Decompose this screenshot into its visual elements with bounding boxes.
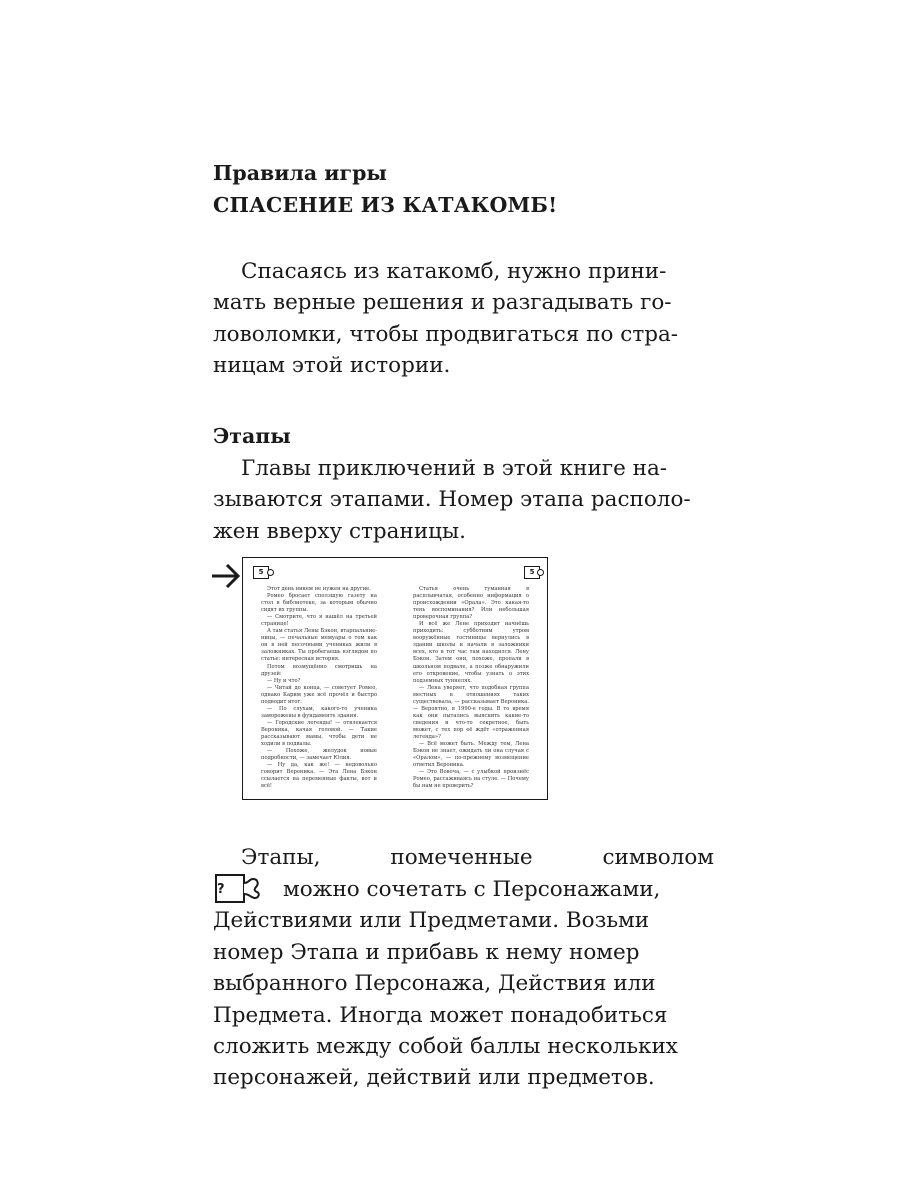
combine-word: символом xyxy=(602,845,714,870)
combine-first-line xyxy=(213,842,714,873)
mini-paragraph: Потом возмущённо смотришь на друзей: xyxy=(261,663,377,677)
combine-line: выбранного Персонажа, Действия или xyxy=(213,971,656,997)
right-page-column xyxy=(413,586,529,790)
mini-paragraph: Ромео бросает сползшую газету на стол в библиотеке, за которым обычно сидят их группы. xyxy=(261,593,377,614)
book-spread-illustration xyxy=(242,557,548,800)
mini-paragraph: И всё же Лене приходит начнёшь приходить: субботним утром вооружённые гостиницы вернулись в здании школы и начали в заложники всех, кто в тот час там находился. Лену Бэкон. Затем они, похоже, пропали в школьном подвале, а позже обнаружили его откровение, чтобы узнать о этих подземных туннелях. xyxy=(413,621,529,684)
arrow-right-icon xyxy=(211,561,241,591)
stage-number-badge-left: 5 xyxy=(253,566,269,579)
combine-word: Этапы, xyxy=(241,845,321,870)
combine-second-line xyxy=(213,873,714,905)
intro-paragraph xyxy=(213,256,714,382)
mini-paragraph: А там статья Лены Бэкон, втарпальние-ницы, — печальные мемуары о том как он в ней песочными учениках жили в заложниках. Ты пробегаешь взглядом по статье: интересная история. xyxy=(261,628,377,663)
stage-number-badge-right: 5 xyxy=(524,566,540,579)
intro-line: Спасаясь из катакомб, нужно прини- xyxy=(241,259,667,284)
mini-paragraph: — Ну да, как же! — недовольно говорит Вероника. — Эта Лена Бэкон ссылается на переменные факты, вот и всё! xyxy=(261,762,377,790)
puzzle-knob-icon xyxy=(267,569,274,576)
left-page-column xyxy=(261,586,377,790)
combine-line: Действиями или Предметами. Возьми xyxy=(213,908,650,934)
mini-paragraph: Статья очень туманная в расплывчатая, особенно информация о происхождении «Орала». Это какая-то тень воспоминания? Или небольшая проверочная группа? xyxy=(413,586,529,621)
combine-word: помеченные xyxy=(390,845,533,870)
spread-gutter xyxy=(395,558,396,799)
intro-line: ницам этой истории. xyxy=(213,353,451,379)
mini-paragraph: — Это Вовоча, — с улыбкой произнёс Ромео, рассаживаясь на стуле. — Почему бы нам не проверить? xyxy=(413,769,529,790)
stages-line: Главы приключений в этой книге на- xyxy=(241,456,668,481)
combine-line: Предмета. Иногда может понадобиться xyxy=(213,1002,668,1028)
stages-line: зываются этапами. Номер этапа располо- xyxy=(213,487,691,513)
mini-paragraph: — Городские легенды! — отвлекается Вероника, качая головой. — Такие рассказывают мамы, чтобы дети не ходили в подвалы. xyxy=(261,719,377,748)
mini-paragraph: — Лена уверяет, что подобная группа местных в отношениях таких существовала, — рассказывает Вероника. — Вероятно, в 1990-е годы. В то время как они пытались выяснить какие-то сведения и что-то секретное, быть может, с тех пор её ждёт «отраженная легенда»? xyxy=(413,684,529,740)
combine-paragraph xyxy=(213,842,714,1094)
question-mark-label: ? xyxy=(217,882,225,898)
puzzle-knob-icon xyxy=(537,569,544,576)
game-title: СПАСЕНИЕ ИЗ КАТАКОМБ! xyxy=(213,193,558,217)
intro-line: мать верные решения и разгадывать го- xyxy=(213,290,672,316)
combine-line: сложить между собой баллы нескольких xyxy=(213,1034,678,1060)
combine-line: персонажей, действий или предметов. xyxy=(213,1065,655,1091)
stages-line: жен вверху страницы. xyxy=(213,518,466,544)
rules-heading: Правила игры xyxy=(213,161,387,185)
combine-line: номер Этапа и прибавь к нему номер xyxy=(213,939,640,965)
mini-paragraph: — Похоже, желудок новые подробности, — замечает Юлия. xyxy=(261,748,377,762)
mini-paragraph: — По слухам, какого-то ученика заморожены в фундаменте здания. xyxy=(261,705,377,719)
mini-paragraph: — Ну и что? xyxy=(267,677,301,684)
mini-paragraph: Этот день никем не нужен на другие. xyxy=(267,586,371,592)
stages-heading: Этапы xyxy=(213,424,291,448)
stages-paragraph xyxy=(213,453,714,547)
mini-paragraph: — Смотрите, что я нашёл на третьей странице! xyxy=(261,614,377,628)
combine-second-line-text: можно сочетать с Персонажами, xyxy=(283,876,661,902)
mini-paragraph: — Читай до конца, — советует Ромео, однако Карим уже всё прочёл и быстро подводит итог: xyxy=(261,684,377,705)
combine-rest xyxy=(213,905,714,1093)
mini-paragraph: — Всё может быть. Между тем, Лена Бэкон не знает, ожидать ли она случая с «Оралом», — по-прежнему возмещение ответил Вероника. xyxy=(413,741,529,769)
intro-line: ловоломки, чтобы продвигаться по стра- xyxy=(213,321,679,347)
puzzle-piece-icon xyxy=(213,873,267,905)
